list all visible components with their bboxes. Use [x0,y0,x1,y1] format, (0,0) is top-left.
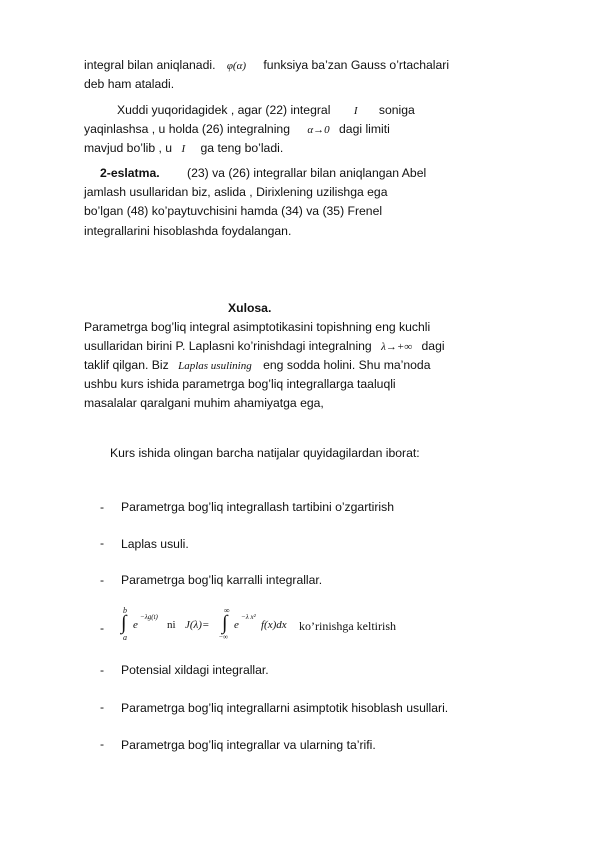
conclusion-text-a: usullaridan birini P. Laplasni ko’rinishdagi integralning [84,339,372,353]
limit-alpha-formula: α→0 [307,124,330,136]
list-item: Parametrga bog’liq karralli integrallar. [121,573,323,587]
para2-text-b: soniga [378,103,415,117]
list-item: Parametrga bog’liq integrallar va ularning ta’rifi. [121,738,376,752]
para1-line1 [84,58,449,74]
limit-lambda-formula: λ→+∞ [381,341,413,353]
list-item: Parametrga bog’liq integrallarni asimptotik hisoblash usullari. [121,701,449,715]
para3-line3: bo’lgan (48) ko’paytuvchisini hamda (34) va (35) Frenel [84,204,383,218]
integral-upper-limit: b [123,606,127,615]
conclusion-text-b: dagi [421,339,445,353]
list-dash: - [100,737,105,751]
integral2-lower-limit: −∞ [219,633,228,641]
conclusion-line5: masalalar qaralgani muhim ahamiyatga ega, [84,396,324,410]
para3-line1 [100,166,426,181]
integral-sign: ∫ [121,612,127,634]
formula-ni: ni [167,619,176,631]
exp2-power: −λ x² [241,613,256,621]
para1-line2: deb ham ataladi. [84,77,175,91]
conclusion-line1: Parametrga bog’liq integral asimptotikasini topishning eng kuchli [84,320,431,334]
integral2-upper-limit: ∞ [224,606,230,615]
integral2-sign: ∫ [222,612,228,634]
list-dash: - [100,536,105,550]
para3-line4: integrallarini hisoblashda foydalangan. [84,224,292,238]
phi-alpha-formula: φ(α) [226,60,247,72]
para2-line3 [84,141,283,157]
para3-text-a: (23) va (26) integrallar bilan aniqlangan Abel [187,166,427,180]
integral-I-symbol-2: I [181,143,186,155]
list-item-formula [121,606,451,642]
conclusion-text-d: eng sodda holini. Shu ma’noda [263,358,431,372]
conclusion-heading: Xulosa. [228,301,272,315]
formula-tail: ko’rinishga keltirish [299,619,396,633]
exp2-base: e [234,619,239,631]
fx-dx: f(x)dx [261,619,287,631]
exp-base: e [133,619,138,631]
conclusion-line2 [84,339,445,355]
integral-lower-limit: a [123,633,127,642]
J-lambda: J(λ)= [185,619,210,631]
para1-text-a: integral bilan aniqlanadi. [84,58,216,72]
para2-text-a: Xuddi yuqoridagidek , agar (22) integral [117,103,331,117]
list-dash: - [100,573,105,587]
list-item: Laplas usuli. [121,537,189,551]
remark-heading: 2-eslatma. [100,166,160,180]
para2-text-d: dagi limiti [339,122,390,136]
para2-text-e: mavjud bo’lib , u [84,141,173,155]
list-item: Parametrga bog’liq integrallash tartibini o’zgartirish [121,500,394,514]
list-item: Potensial xildagi integrallar. [121,663,269,677]
para3-line2: jamlash usullaridan biz, aslida , Dirixlening uzilishga ega [84,185,388,199]
laplas-method-italic: Laplas usulining [178,360,252,372]
para2-text-c: yaqinlashsa , u holda (26) integralning [84,122,290,136]
conclusion-text-c: taklif qilgan. Biz [84,358,169,372]
list-dash: - [100,700,105,714]
list-dash: - [100,621,105,635]
para2-text-f: ga teng bo’ladi. [200,141,284,155]
para2-line2 [84,122,390,138]
conclusion-line3 [84,358,431,374]
conclusion-line4: ushbu kurs ishida parametrga bog’liq integrallarga taaluqli [84,377,396,391]
results-intro: Kurs ishida olingan barcha natijalar quyidagilardan iborat: [110,446,420,460]
list-dash: - [100,500,105,514]
exp-power: −λg(t) [140,613,158,621]
list-dash: - [100,663,105,677]
para2-line1 [117,103,415,119]
integral-I-symbol: I [353,105,358,117]
para1-text-b: funksiya ba’zan Gauss o’rtachalari [263,58,450,72]
